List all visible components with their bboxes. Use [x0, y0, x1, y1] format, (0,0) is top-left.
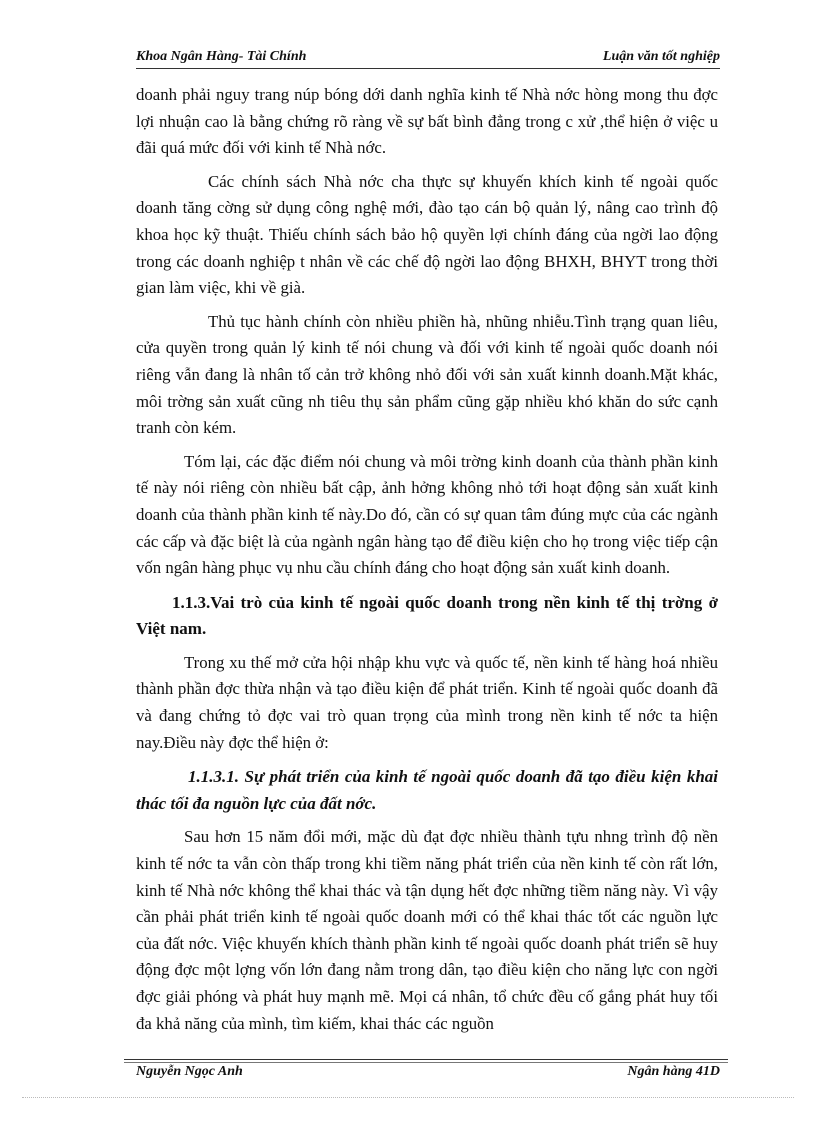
- section-heading-1-1-3-1: 1.1.3.1. Sự phát triển của kinh tế ngoài quốc doanh đã tạo điều kiện khai thác tối đa nguồn lực của đất nớc.: [136, 767, 718, 813]
- page-content: [136, 82, 718, 1037]
- paragraph-6: Sau hơn 15 năm đổi mới, mặc dù đạt đợc nhiều thành tựu nhng trình độ nền kinh tế nớc ta vẫn còn thấp trong khi tiềm năng phát triển của nền kinh tế còn rất lớn, kinh tế Nhà nớc không thể khai thác và tận dụng hết đợc những tiềm năng này. Vì vậy cần phải phát triển kinh tế ngoài quốc doanh mới có thể khai thác tốt các nguồn lực của đất nớc. Việc khuyến khích thành phần kinh tế ngoài quốc doanh phát triển sẽ huy động đợc một lợng vốn lớn đang nằm trong dân, tạo điều kiện cho năng lực con ngời đợc giải phóng và phát huy mạnh mẽ. Mọi cá nhân, tổ chức đều cố gắng phát huy tối đa khả năng của mình, tìm kiếm, khai thác các nguồn: [136, 827, 718, 1033]
- header-faculty: Khoa Ngân Hàng- Tài Chính: [136, 49, 307, 64]
- header-doc-type: Luận văn tốt nghiệp: [602, 49, 720, 64]
- paragraph-3: Thủ tục hành chính còn nhiều phiền hà, nhũng nhiễu.Tình trạng quan liêu, cửa quyền trong quản lý kinh tế nói chung và đối với kinh tế ngoài quốc doanh nói riêng vẫn đang là nhân tố cản trở không nhỏ đối với sản xuất kinnh doanh.Mặt khác, môi trờng sản xuất cũng nh tiêu thụ sản phẩm cũng gặp nhiều khó khăn do sức cạnh tranh còn kém.: [136, 311, 718, 438]
- page-footer: [136, 1064, 720, 1080]
- paragraph-2: Các chính sách Nhà nớc cha thực sự khuyến khích kinh tế ngoài quốc doanh tăng cờng sử dụng công nghệ mới, đào tạo cán bộ quản lý, nâng cao trình độ khoa học kỹ thuật. Thiếu chính sách bảo hộ quyền lợi chính đáng của ngời lao động trong các doanh nghiệp t nhân về các chế độ ngời lao động BHXH, BHYT trong thời gian làm việc, khi về già.: [136, 171, 718, 298]
- paragraph-1: doanh phải nguy trang núp bóng dới danh nghĩa kinh tế Nhà nớc hòng mong thu đợc lợi nhuận cao là bằng chứng rõ ràng về sự bất bình đẳng trong c xử ,thể hiện ở việc u đãi quá mức đối với kinh tế Nhà nớc.: [136, 85, 718, 158]
- paragraph-4: Tóm lại, các đặc điểm nói chung và môi trờng kinh doanh của thành phần kinh tế này nói riêng còn nhiều bất cập, ảnh hởng không nhỏ tới hoạt động sản xuất kinh doanh của thành phần kinh tế này.Do đó, cần có sự quan tâm đúng mực của các ngành các cấp và đặc biệt là của ngành ngân hàng tạo để điều kiện cho họ trong việc tiếp cận vốn ngân hàng phục vụ nhu cầu chính đáng cho hoạt động sản xuất kinh doanh.: [136, 451, 718, 578]
- footer-divider: [124, 1059, 728, 1060]
- paragraph-5: Trong xu thế mở cửa hội nhập khu vực và quốc tế, nền kinh tế hàng hoá nhiều thành phần đợc thừa nhận và tạo điều kiện để phát triển. Kinh tế ngoài quốc doanh đã và đang chứng tỏ đợc vai trò quan trọng của mình trong nền kinh tế nớc ta hiện nay.Điều này đợc thể hiện ở:: [136, 652, 718, 752]
- page-bottom-edge: [22, 1097, 794, 1098]
- page-header: [136, 46, 720, 69]
- section-heading-1-1-3: 1.1.3.Vai trò của kinh tế ngoài quốc doanh trong nền kinh tế thị trờng ở Việt nam.: [136, 592, 718, 639]
- footer-divider-secondary: [124, 1062, 728, 1063]
- footer-class: Ngân hàng 41D: [627, 1064, 720, 1079]
- footer-author: Nguyễn Ngọc Anh: [136, 1064, 243, 1079]
